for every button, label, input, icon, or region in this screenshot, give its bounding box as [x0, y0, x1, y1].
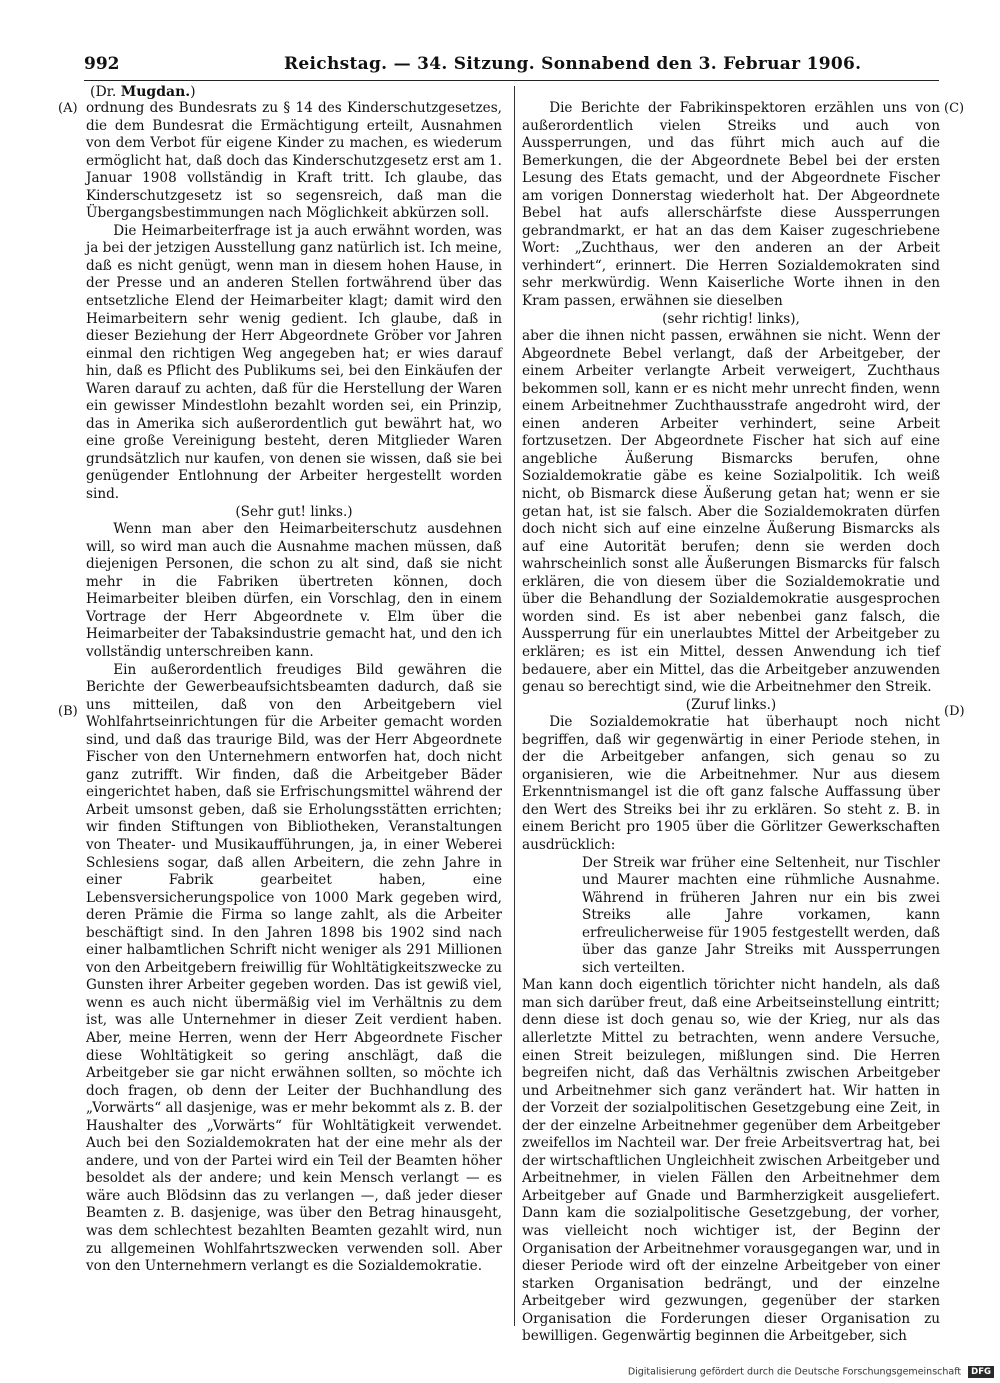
paragraph: ordnung des Bundesrats zu § 14 des Kinderschutzgesetzes, die dem Bundesrat die Ermächtigung erteilt, Ausnahmen von dem Verbot für eigene Kinder zu machen, es wiederum ermöglicht hat, daß doch das Kinderschutzgesetz erst am 1. Januar 1908 vollständig in Kraft tritt. Ich glaube, das Kinderschutzgesetz ist so segensreich, daß man die Übergangsbestimmungen nach Möglichkeit abkürzen soll. [86, 100, 502, 222]
page-title: Reichstag. — 34. Sitzung. Sonnabend den 3. Februar 1906. [284, 54, 862, 74]
paragraph: Ein außerordentlich freudiges Bild gewähren die Berichte der Gewerbeaufsichtsbeamten dadurch, daß sie uns mitteilen, daß von den Arbeitgebern viel Wohlfahrtseinrichtungen für die Arbeiter gemacht worden sind, und daß das traurige Bild, was der Herr Abgeordnete Fischer von den Unternehmern entworfen hat, doch nicht ganz zutrifft. Wir finden, daß die Arbeitgeber Bäder eingerichtet haben, daß sie Erfrischungsmittel während der Arbeit umsonst geben, daß sie Erholungsstätten errichten; wir finden Stiftungen von Bibliotheken, Veranstaltungen von Theater- und Musikaufführungen, ja, in einer Weberei Schlesiens sogar, daß allen Arbeitern, die zehn Jahre in einer Fabrik gearbeitet haben, eine Lebensversicherungspolice von 1000 Mark gegeben wird, deren Prämie die Firma so lange zahlt, als die Arbeiter beschäftigt sind. In den Jahren 1898 bis 1902 sind nach einer halbamtlichen Schrift nicht weniger als 291 Millionen von den Arbeitgebern freiwillig für Wohltätigkeitszwecke zu Gunsten ihrer Arbeiter gegeben worden. Das ist gewiß viel, wenn es auch nicht übermäßig viel im Verhältnis zu dem ist, was alle Unternehmer in dieser Zeit verdient haben. Aber, meine Herren, wenn der Herr Abgeordnete Fischer diese Wohltätigkeit so gering anschlägt, daß die Arbeitgeber sie gar nicht erwähnen sollten, so möchte ich doch fragen, ob denn der Leiter der Buchhandlung des „Vorwärts“ all dasjenige, was er mehr bekommt als z. B. der Haushalter des „Vorwärts“ für Wohltätigkeit verwendet. Auch bei den Sozialdemokraten hat der eine mehr als der andere, und von der Partei wird ein Teil der Beamten höher besoldet als der andere; und kein Mensch verlangt — es wäre auch Blödsinn das zu verlangen —, daß jeder dieser Beamten z. B. dasjenige, was über den Betrag hinausgeht, was dem schlechtest bezahlten Beamten gezahlt wird, nun zu allgemeinen Wohlfahrtszwecken verwenden soll. Aber von den Unternehmern verlangt es die Sozialdemokratie. [86, 661, 502, 1275]
speaker-prefix: (Dr. [90, 84, 117, 100]
margin-mark-d: (D) [944, 704, 965, 719]
right-column [522, 100, 940, 1346]
paragraph: Die Heimarbeiterfrage ist ja auch erwähnt worden, was ja bei der jetzigen Ausstellung ganz natürlich ist. Ich meine, daß es nicht genügt, wenn man in diesem hohen Hause, in der Presse und an anderen Stellen fortwährend über das entsetzliche Elend der Heimarbeiter klagt; damit wird den Heimarbeitern sehr wenig gedient. Ich glaube, daß in dieser Beziehung der Herr Abgeordnete Gröber vor Jahren einmal den richtigen Weg angegeben hat; er wies darauf hin, daß es Pflicht des Publikums sei, bei den Einkäufen der Waren darauf zu achten, daß für die Herstellung der Waren ein gewisser Mindestlohn bezahlt worden sei, ein Prinzip, das in Amerika sich außerordentlich gut bewährt hat, wo eine große Vereinigung besteht, deren Mitglieder Waren grundsätzlich nur kaufen, von denen sie wissen, daß sie bei genügender Entlohnung der Arbeiter hergestellt worden sind. [86, 222, 502, 503]
left-column [86, 100, 502, 1276]
speaker-label [90, 84, 196, 100]
dfg-logo: DFG [968, 1366, 994, 1378]
speaker-suffix: ) [190, 84, 196, 100]
interjection: (sehr richtig! links), [662, 310, 800, 327]
paragraph: Die Sozialdemokratie hat überhaupt noch nicht begriffen, daß wir gegenwärtig in einer Periode stehen, in der die Arbeitgeber anfangen, sich genau so zu organisieren, wie die Arbeitnehmer. Nur aus diesem Erkenntnismangel ist die oft ganz falsche Auffassung über den Wert des Streiks bei ihr zu erklären. So steht z. B. in einem Bericht pro 1905 über die Görlitzer Gewerkschaften ausdrücklich: [522, 714, 940, 853]
margin-mark-a: (A) [58, 101, 78, 116]
column-divider [514, 86, 515, 1326]
paragraph: Man kann doch eigentlich törichter nicht handeln, als daß man sich darüber freut, daß eine Arbeitseinstellung eintritt; denn diese ist doch genau so, wie der Krieg, nur als das allerletzte Mittel zu betrachten, wenn andere Versuche, einen Streit beizulegen, mißlungen sind. Die Herren begreifen nicht, daß das Verhältnis zwischen Arbeitgeber und Arbeitnehmer sich ganz verändert hat. Wir hatten in der Vorzeit der sozialpolitischen Gesetzgebung eine Zeit, in der der einzelne Arbeitnehmer gegenüber dem Arbeitgeber zweifellos im Nachteil war. Der freie Arbeitsvertrag hat, bei der wirtschaftlichen Ungleichheit zwischen Arbeitgeber und Arbeitnehmer, in vielen Fällen den Arbeitnehmer dem Arbeitgeber auf Gnade und Barmherzigkeit ausgeliefert. Dann kam die sozialpolitische Gesetzgebung, der vorher, was vielleicht noch wichtiger ist, der Beginn der Organisation der Arbeitnehmer vorausgegangen war, und in dieser Periode wird oft der einzelne Arbeitgeber von einer starken Organisation bedrängt, und der einzelne Arbeitgeber wird gezwungen, gegenüber der starken Organisation die Forderungen dieser Organisation zu bewilligen. Gegenwärtig beginnen die Arbeitgeber, sich [522, 977, 940, 1345]
footer-text: Digitalisierung gefördert durch die Deutsche Forschungsgemeinschaft [627, 1366, 962, 1378]
paragraph: aber die ihnen nicht passen, erwähnen sie nicht. Wenn der Abgeordnete Bebel verlangt, daß der Arbeitgeber, der einem Arbeiter verlangte Arbeit verweigert, Zuchthaus bekommen soll, kann er es nicht mehr unrecht finden, wenn einem Arbeitnehmer Zuchthausstrafe angedroht wird, der einen anderen Arbeiter verhindert, seine Arbeit fortzusetzen. Der Abgeordnete Fischer hat sich auf eine angebliche Äußerung Bismarcks berufen, ohne Sozialdemokratie gäbe es keine Sozialpolitik. Ich weiß nicht, ob Bismarck diese Äußerung getan hat; wenn er sie getan hat, ist sie falsch. Aber die Sozialdemokraten dürfen doch nicht sich auf eine einzelne Äußerung Bismarcks als auf eine Autorität berufen; denn sie werden doch wahrscheinlich sonst alle Äußerungen Bismarcks für falsch erklären, die von diesem über die Sozialdemokratie und über die Behandlung der Sozialdemokratie ausgesprochen worden sind. Es ist aber nebenbei ganz falsch, die Aussperrung für ein unerlaubtes Mittel der Arbeitgeber zu erklären; es ist ein Mittel, dessen Anwendung ich tief bedauere, aber ein Mittel, das die Arbeitgeber anzuwenden genau so berechtigt sind, wie die Arbeitnehmer den Streik. [522, 328, 940, 696]
funding-footer [628, 1366, 994, 1378]
speaker-name: Mugdan. [120, 84, 191, 100]
paragraph: Wenn man aber den Heimarbeiterschutz ausdehnen will, so wird man auch die Ausnahme machen müssen, daß diejenigen Personen, die schon zu alt sind, daß sie nicht mehr in die Fabriken übertreten können, doch Heimarbeiter bleiben dürfen, ein Vorschlag, den in einem Vortrage der Herr Abgeordnete v. Elm über die Heimarbeiter der Tabaksindustrie gemacht hat, und den ich vollständig unterschreiben kann. [86, 521, 502, 660]
margin-mark-b: (B) [58, 704, 78, 719]
page-number: 992 [84, 54, 120, 74]
interjection: (Zuruf links.) [685, 696, 777, 713]
margin-mark-c: (C) [944, 101, 965, 116]
paragraph: Die Berichte der Fabrikinspektoren erzählen uns von außerordentlich vielen Streiks und auch von Aussperrungen, und das führt mich auch auf die Bemerkungen, die der Abgeordnete Bebel bei der ersten Lesung des Etats gemacht, und der Abgeordnete Fischer am vorigen Donnerstag wiederholt hat. Der Abgeordnete Bebel hat aufs allerschärfste diese Aussperrungen gebrandmarkt, er hat an das dem Kaiser zugeschriebene Wort: „Zuchthaus, wer den anderen an der Arbeit verhindert“, erinnert. Die Herren Sozialdemokraten sind sehr merkwürdig. Wenn Kaiserliche Worte ihnen in den Kram passen, erwähnen sie dieselben [522, 100, 940, 310]
block-quote: Der Streik war früher eine Seltenheit, nur Tischler und Maurer machten eine rühmliche Ausnahme. Während in früheren Jahren nur ein bis zwei Streiks alle Jahre vorkamen, kann erfreulicherweise für 1905 festgestellt werden, daß über das ganze Jahr Streiks mit Aussperrungen sich verteilten. [582, 854, 940, 976]
running-header [84, 54, 939, 81]
interjection: (Sehr gut! links.) [235, 503, 353, 520]
